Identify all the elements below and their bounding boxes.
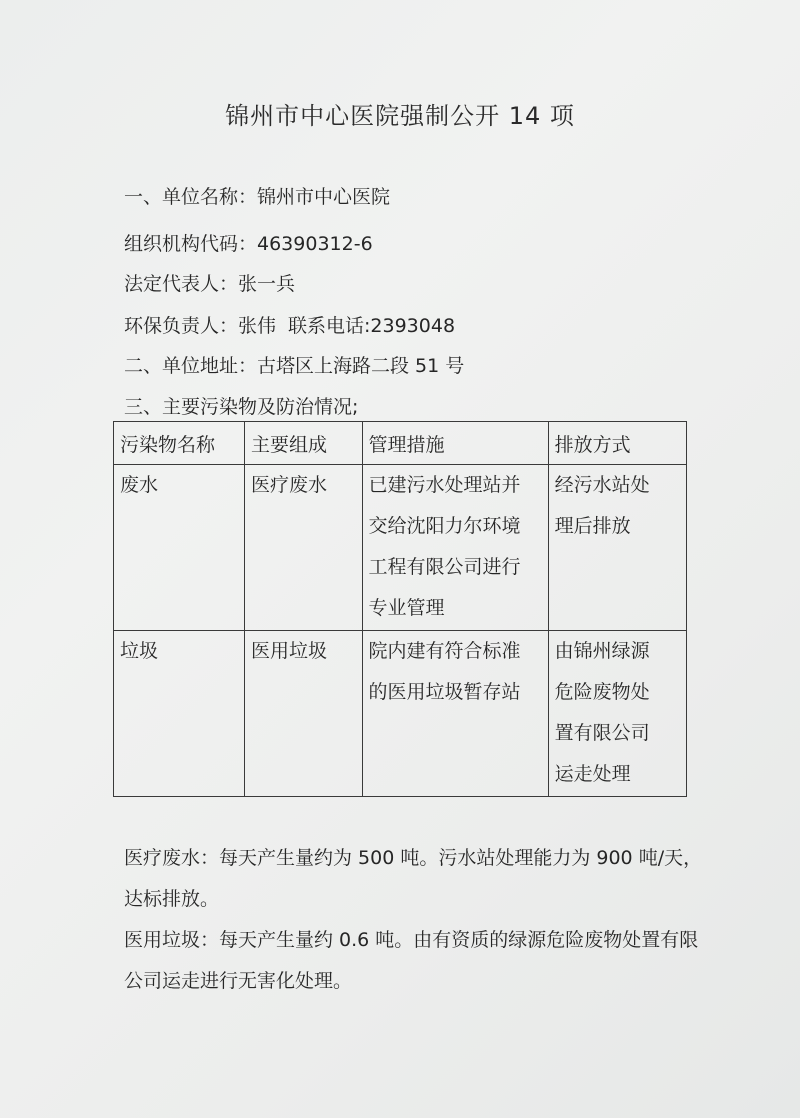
cell-discharge bbox=[548, 631, 686, 797]
header-measures: 管理措施 bbox=[362, 422, 548, 465]
garbage-summary: 医用垃圾：每天产生量约 0.6 吨。由有资质的绿源危险废物处置有限公司运走进行无害化处理。 bbox=[124, 929, 699, 992]
header-composition: 主要组成 bbox=[245, 422, 363, 465]
measures-line: 院内建有符合标准 bbox=[368, 640, 521, 662]
table-row bbox=[114, 631, 687, 797]
measures-line: 的医用垃圾暂存站 bbox=[368, 681, 521, 703]
contact-phone-text: 联系电话:2393048 bbox=[288, 315, 456, 337]
measures-line: 工程有限公司进行 bbox=[368, 556, 521, 578]
cell-measures bbox=[362, 465, 548, 631]
org-code-line: 组织机构代码：46390312-6 bbox=[124, 233, 373, 255]
discharge-line: 运走处理 bbox=[554, 763, 631, 785]
cell-measures bbox=[362, 631, 548, 797]
legal-representative-line: 法定代表人：张一兵 bbox=[124, 273, 296, 295]
discharge-line: 由锦州绿源 bbox=[554, 640, 650, 662]
measures-line: 专业管理 bbox=[368, 597, 445, 619]
header-pollutant-name: 污染物名称 bbox=[114, 422, 245, 465]
wastewater-summary: 医疗废水：每天产生量约为 500 吨。污水站处理能力为 900 吨/天，达标排放。 bbox=[124, 847, 703, 910]
address-line: 二、单位地址：古塔区上海路二段 51 号 bbox=[124, 355, 465, 377]
cell-pollutant-name: 废水 bbox=[114, 465, 245, 631]
discharge-line: 危险废物处 bbox=[554, 681, 650, 703]
page-title: 锦州市中心医院强制公开 14 项 bbox=[225, 102, 575, 130]
table-row bbox=[114, 465, 687, 631]
measures-line: 交给沈阳力尔环境 bbox=[368, 515, 521, 537]
pollutants-heading: 三、主要污染物及防治情况; bbox=[124, 396, 359, 418]
discharge-line: 经污水站处 bbox=[554, 474, 650, 496]
measures-line: 已建污水处理站并 bbox=[368, 474, 521, 496]
cell-composition: 医疗废水 bbox=[245, 465, 363, 631]
env-contact-line bbox=[124, 311, 455, 338]
cell-composition: 医用垃圾 bbox=[245, 631, 363, 797]
table-header-row bbox=[114, 422, 687, 465]
pollutant-table bbox=[113, 421, 687, 797]
cell-discharge bbox=[548, 465, 686, 631]
discharge-line: 置有限公司 bbox=[554, 722, 650, 744]
unit-name-line: 一、单位名称：锦州市中心医院 bbox=[124, 186, 391, 208]
header-discharge: 排放方式 bbox=[548, 422, 686, 465]
cell-pollutant-name: 垃圾 bbox=[114, 631, 245, 797]
env-manager-text: 环保负责人：张伟 bbox=[124, 315, 277, 337]
discharge-line: 理后排放 bbox=[554, 515, 631, 537]
